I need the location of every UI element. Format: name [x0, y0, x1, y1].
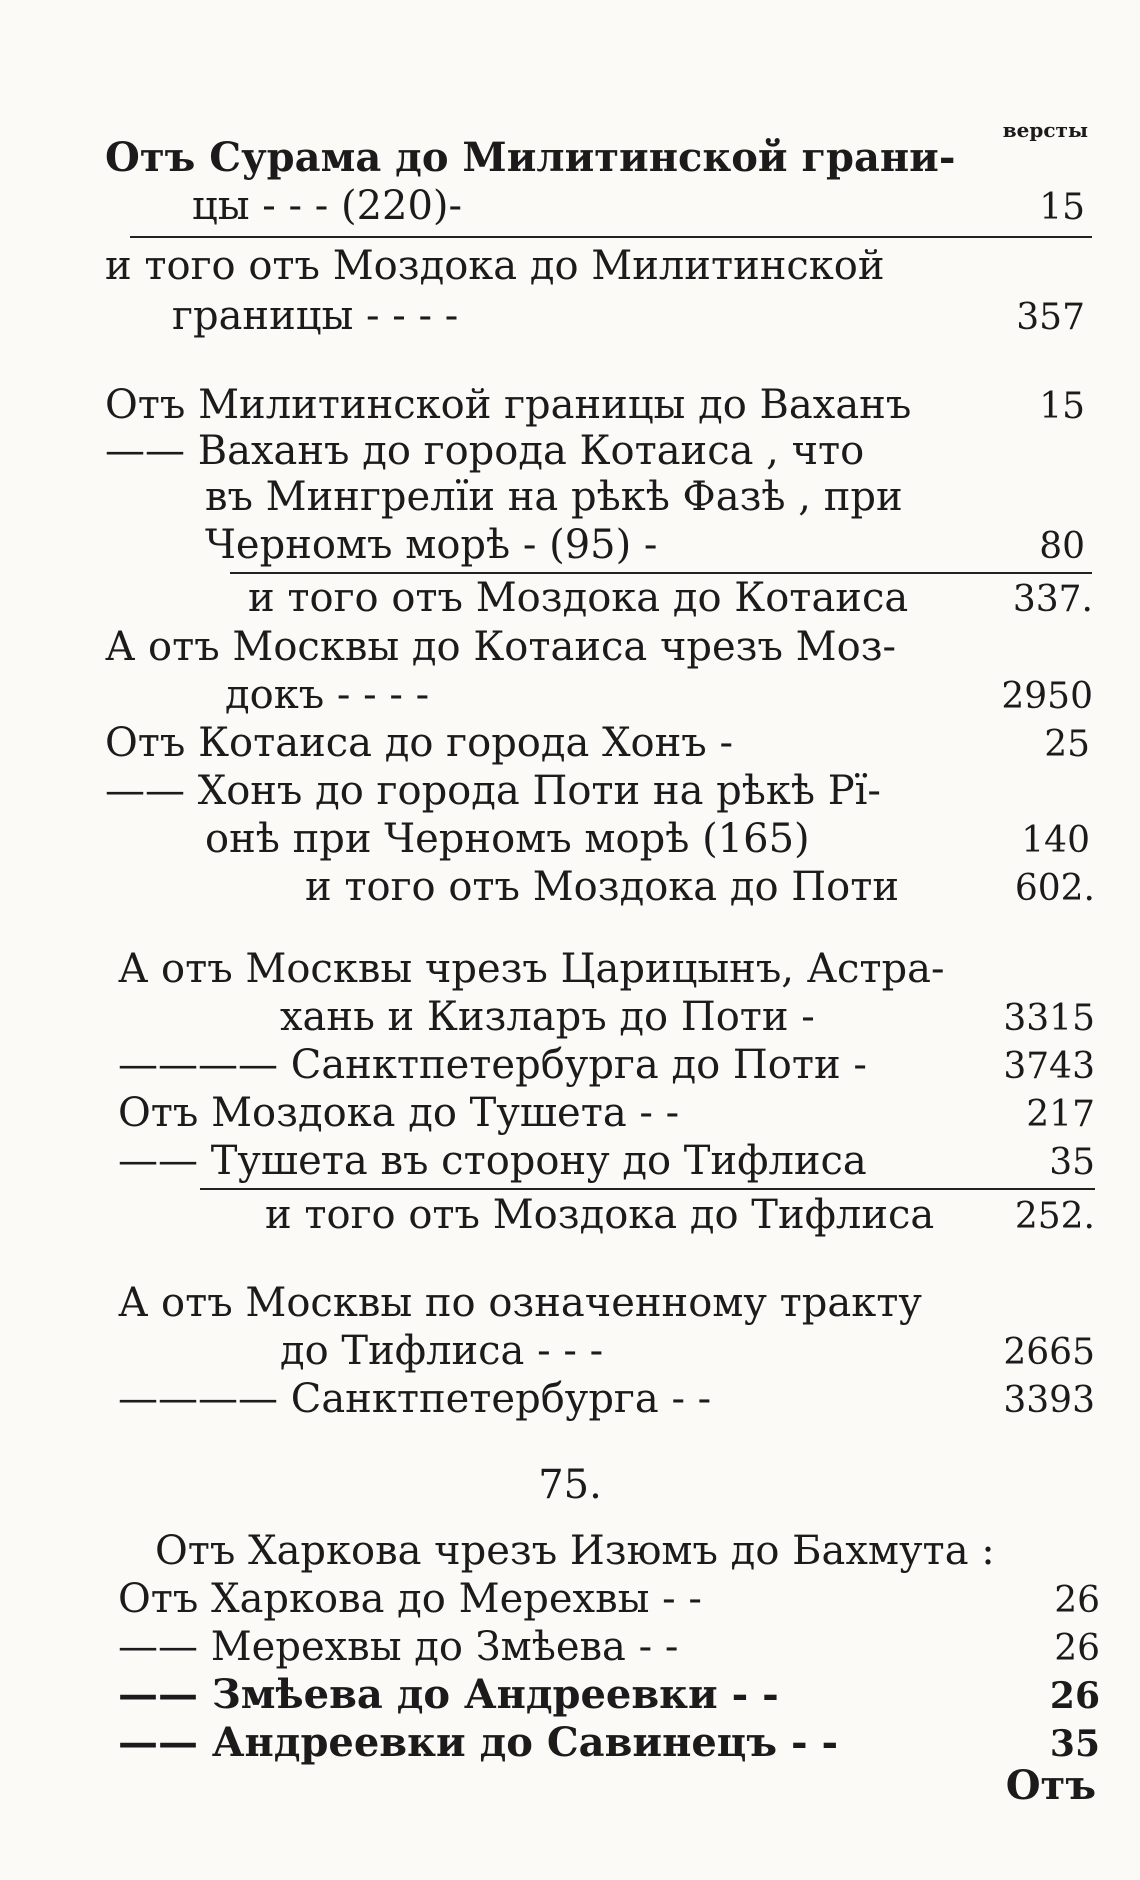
section-number: 75.: [538, 1462, 602, 1508]
catchword: Отъ: [1005, 1762, 1096, 1809]
entry-line: —— Тушета въ сторону до Тифлиса 35: [118, 1138, 1095, 1184]
entry-line: Отъ Котаиса до города Хонъ - 25: [105, 720, 1090, 766]
entry-line: А отъ Москвы по означенному тракту: [118, 1280, 922, 1326]
total-line: и того отъ Моздока до Котаиса 337.: [248, 575, 1093, 621]
entry-line: Отъ Моздока до Тушета - - 217: [118, 1090, 1095, 1136]
entry-line: Отъ Милитинской границы до Ваханъ 15: [105, 382, 1085, 428]
entry-line: А отъ Москвы до Котаиса чрезъ Моз-: [105, 624, 897, 670]
total-line: и того отъ Моздока до Тифлиса 252.: [265, 1192, 1095, 1238]
entry-line: хань и Кизларъ до Поти - 3315: [280, 994, 1095, 1040]
entry-line: онѣ при Черномъ морѣ (165) 140: [205, 816, 1090, 862]
entry-line: докъ - - - - 2950: [225, 672, 1093, 718]
entry-line: Отъ Сурама до Милитинской грани-: [105, 135, 956, 181]
entry-line: —— Ваханъ до города Котаиса , что: [105, 428, 865, 474]
entry-line: —— Мерехвы до Змѣева - - 26: [118, 1624, 1100, 1670]
entry-line: Черномъ морѣ - (95) - 80: [205, 522, 1085, 568]
column-header-versts: версты: [1002, 118, 1088, 142]
divider-rule: [230, 572, 1092, 574]
entry-line: до Тифлиса - - - 2665: [280, 1328, 1095, 1374]
entry-line: А отъ Москвы чрезъ Царицынъ, Астра-: [118, 946, 945, 992]
entry-line: —— Змѣева до Андреевки - - 26: [118, 1672, 1100, 1718]
total-line: и того отъ Моздока до Поти 602.: [305, 864, 1095, 910]
section-heading: Отъ Харкова чрезъ Изюмъ до Бахмута :: [155, 1528, 995, 1574]
entry-line: —— Андреевки до Савинецъ - - 35: [118, 1720, 1100, 1766]
divider-rule: [200, 1188, 1095, 1190]
entry-line: ———— Санктпетербурга - - 3393: [118, 1376, 1095, 1422]
entry-line: и того отъ Моздока до Милитинской: [105, 243, 885, 289]
entry-line: границы - - - - 357: [172, 293, 1085, 339]
entry-line: —— Хонъ до города Поти на рѣкѣ Рї-: [105, 768, 881, 814]
entry-line: ———— Санктпетербурга до Поти - 3743: [118, 1042, 1095, 1088]
entry-line: цы - - - (220)- 15: [192, 183, 1085, 229]
entry-line: въ Мингрелїи на рѣкѣ Фазѣ , при: [205, 474, 903, 520]
divider-rule: [130, 236, 1092, 238]
entry-line: Отъ Харкова до Мерехвы - - 26: [118, 1576, 1100, 1622]
